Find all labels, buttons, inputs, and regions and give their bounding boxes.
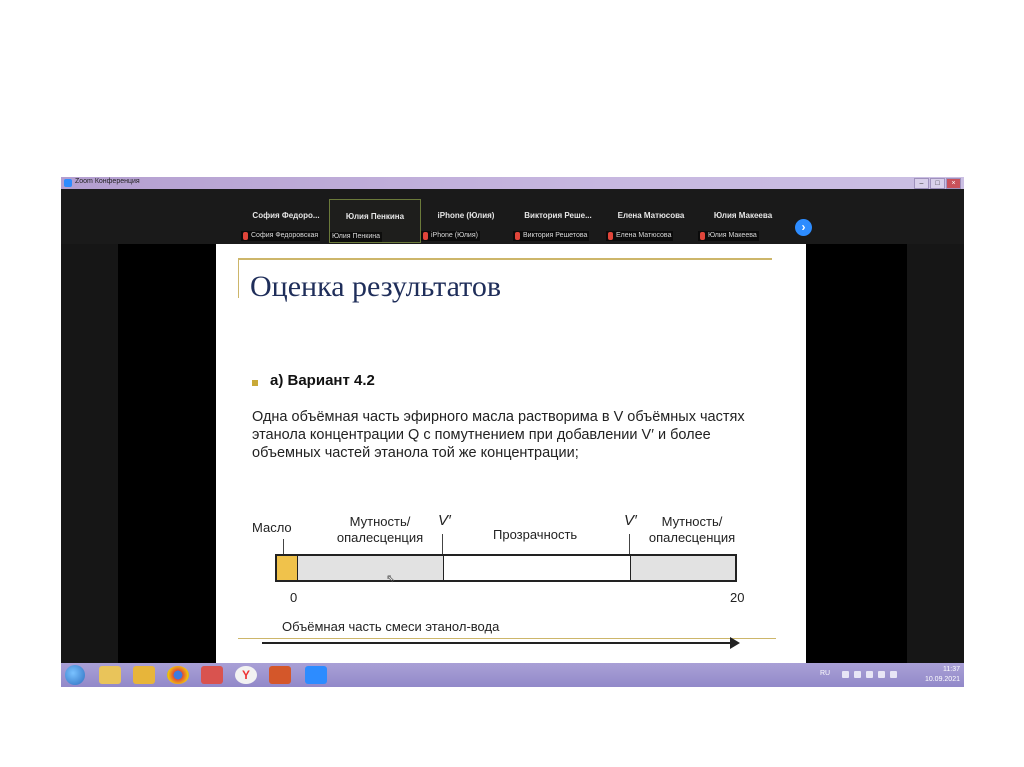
paragraph-line: этанола концентрации Q с помутнением при добавлении V′ и более (252, 427, 711, 443)
slide-bottom-rule (238, 638, 776, 639)
axis-end-label: 20 (730, 590, 745, 605)
v-prime-tick-left (442, 534, 443, 554)
participant-name: Елена Матюсова (617, 211, 685, 220)
participant-tile[interactable] (606, 199, 696, 241)
participant-label (513, 231, 589, 241)
slide-left-rule (238, 258, 239, 298)
label-line: опалесценция (648, 530, 736, 545)
label-line: Мутность/ (661, 514, 723, 529)
maximize-button[interactable]: □ (930, 178, 945, 189)
label-line: опалесценция (336, 530, 424, 545)
v-prime-tick-right (629, 534, 630, 554)
mic-muted-icon (515, 232, 520, 240)
label-clear: Прозрачность (493, 527, 578, 542)
participant-tile-active[interactable] (329, 199, 421, 243)
paragraph-line: Одна объёмная часть эфирного масла растворима в V объёмных частях (252, 409, 745, 425)
language-indicator[interactable]: RU (820, 670, 831, 677)
bullet-icon (252, 380, 258, 386)
zoom-icon[interactable] (305, 666, 327, 684)
screen-share-area (118, 244, 907, 663)
clock-date: 10.09.2021 (924, 676, 960, 683)
participant-name: Юлия Макеева (713, 211, 773, 220)
participant-label-text: Елена Матюсова (616, 232, 672, 239)
axis-arrow-line (262, 642, 736, 644)
label-line: Мутность/ (349, 514, 411, 529)
label-turbidity-left (320, 514, 440, 546)
participant-label (606, 231, 673, 241)
bar-segment-clear (444, 556, 631, 580)
bar-segment-turbid (298, 556, 444, 580)
oil-pointer-line (283, 539, 284, 554)
slide-bullet: а) Вариант 4.2 (270, 372, 375, 389)
slide-paragraph (252, 408, 782, 462)
label-v-prime-right: V′ (624, 512, 637, 529)
windows-taskbar (61, 663, 964, 687)
participant-tile[interactable] (698, 199, 788, 241)
tray-arrow-icon[interactable] (842, 671, 849, 678)
participant-label-text: Юлия Пенкина (332, 233, 381, 240)
mic-muted-icon (608, 232, 613, 240)
volume-icon[interactable] (890, 671, 897, 678)
chrome-icon[interactable] (167, 666, 189, 684)
participant-tile[interactable] (513, 199, 603, 241)
slide-title: Оценка результатов (250, 270, 502, 303)
battery-icon[interactable] (878, 671, 885, 678)
tray-clock[interactable] (925, 665, 960, 685)
participant-label-text: Юлия Макеева (708, 232, 757, 239)
participant-name: София Федоро... (252, 211, 320, 220)
mic-muted-icon (700, 232, 705, 240)
participant-label (421, 231, 480, 241)
participant-label-text: Виктория Решетова (523, 232, 588, 239)
participant-label (330, 232, 382, 242)
mouse-cursor-icon: ⇖ (386, 573, 396, 585)
participant-label (698, 231, 759, 241)
zoom-window (61, 177, 964, 687)
label-oil: Масло (252, 520, 292, 535)
participant-name: iPhone (Юлия) (437, 211, 495, 220)
arrow-right-icon (730, 637, 740, 649)
participant-name: Виктория Реше... (524, 211, 592, 220)
presentation-slide (216, 244, 806, 663)
mic-muted-icon (423, 232, 428, 240)
participant-name: Юлия Пенкина (345, 212, 405, 221)
minimize-button[interactable]: – (914, 178, 929, 189)
close-button[interactable]: × (946, 178, 961, 189)
participant-gallery (61, 189, 964, 244)
tray-app-icon[interactable] (854, 671, 861, 678)
paint-icon[interactable] (201, 666, 223, 684)
participant-tile[interactable] (241, 199, 331, 241)
title-bar (61, 177, 964, 189)
clock-time: 11:37 (943, 666, 960, 673)
window-controls (914, 178, 961, 189)
bar-segment-turbid (631, 556, 735, 580)
label-turbidity-right (632, 514, 752, 546)
slide-top-rule (238, 258, 772, 260)
bar-segment-oil (277, 556, 298, 580)
participant-label (241, 231, 320, 241)
axis-start-label: 0 (290, 590, 298, 605)
windows-start-icon[interactable] (65, 665, 85, 685)
file-explorer-icon[interactable] (99, 666, 121, 684)
paragraph-line: объемных частей этанола той же концентрации; (252, 445, 579, 461)
yandex-browser-icon[interactable]: Y (235, 666, 257, 684)
window-title: Zoom Конференция (75, 178, 140, 185)
presentation-icon[interactable] (269, 666, 291, 684)
system-tray (820, 665, 960, 685)
mic-muted-icon (243, 232, 248, 240)
zoom-logo-icon (64, 179, 72, 187)
network-icon[interactable] (866, 671, 873, 678)
solubility-bar (275, 554, 737, 582)
axis-label: Объёмная часть смеси этанол-вода (282, 619, 500, 634)
chevron-right-icon[interactable]: › (795, 219, 812, 236)
participant-label-text: iPhone (Юлия) (431, 232, 478, 239)
media-player-icon[interactable] (133, 666, 155, 684)
label-v-prime-left: V′ (438, 512, 451, 529)
participant-label-text: София Федоровская (251, 232, 319, 239)
participant-tile[interactable] (421, 199, 511, 241)
